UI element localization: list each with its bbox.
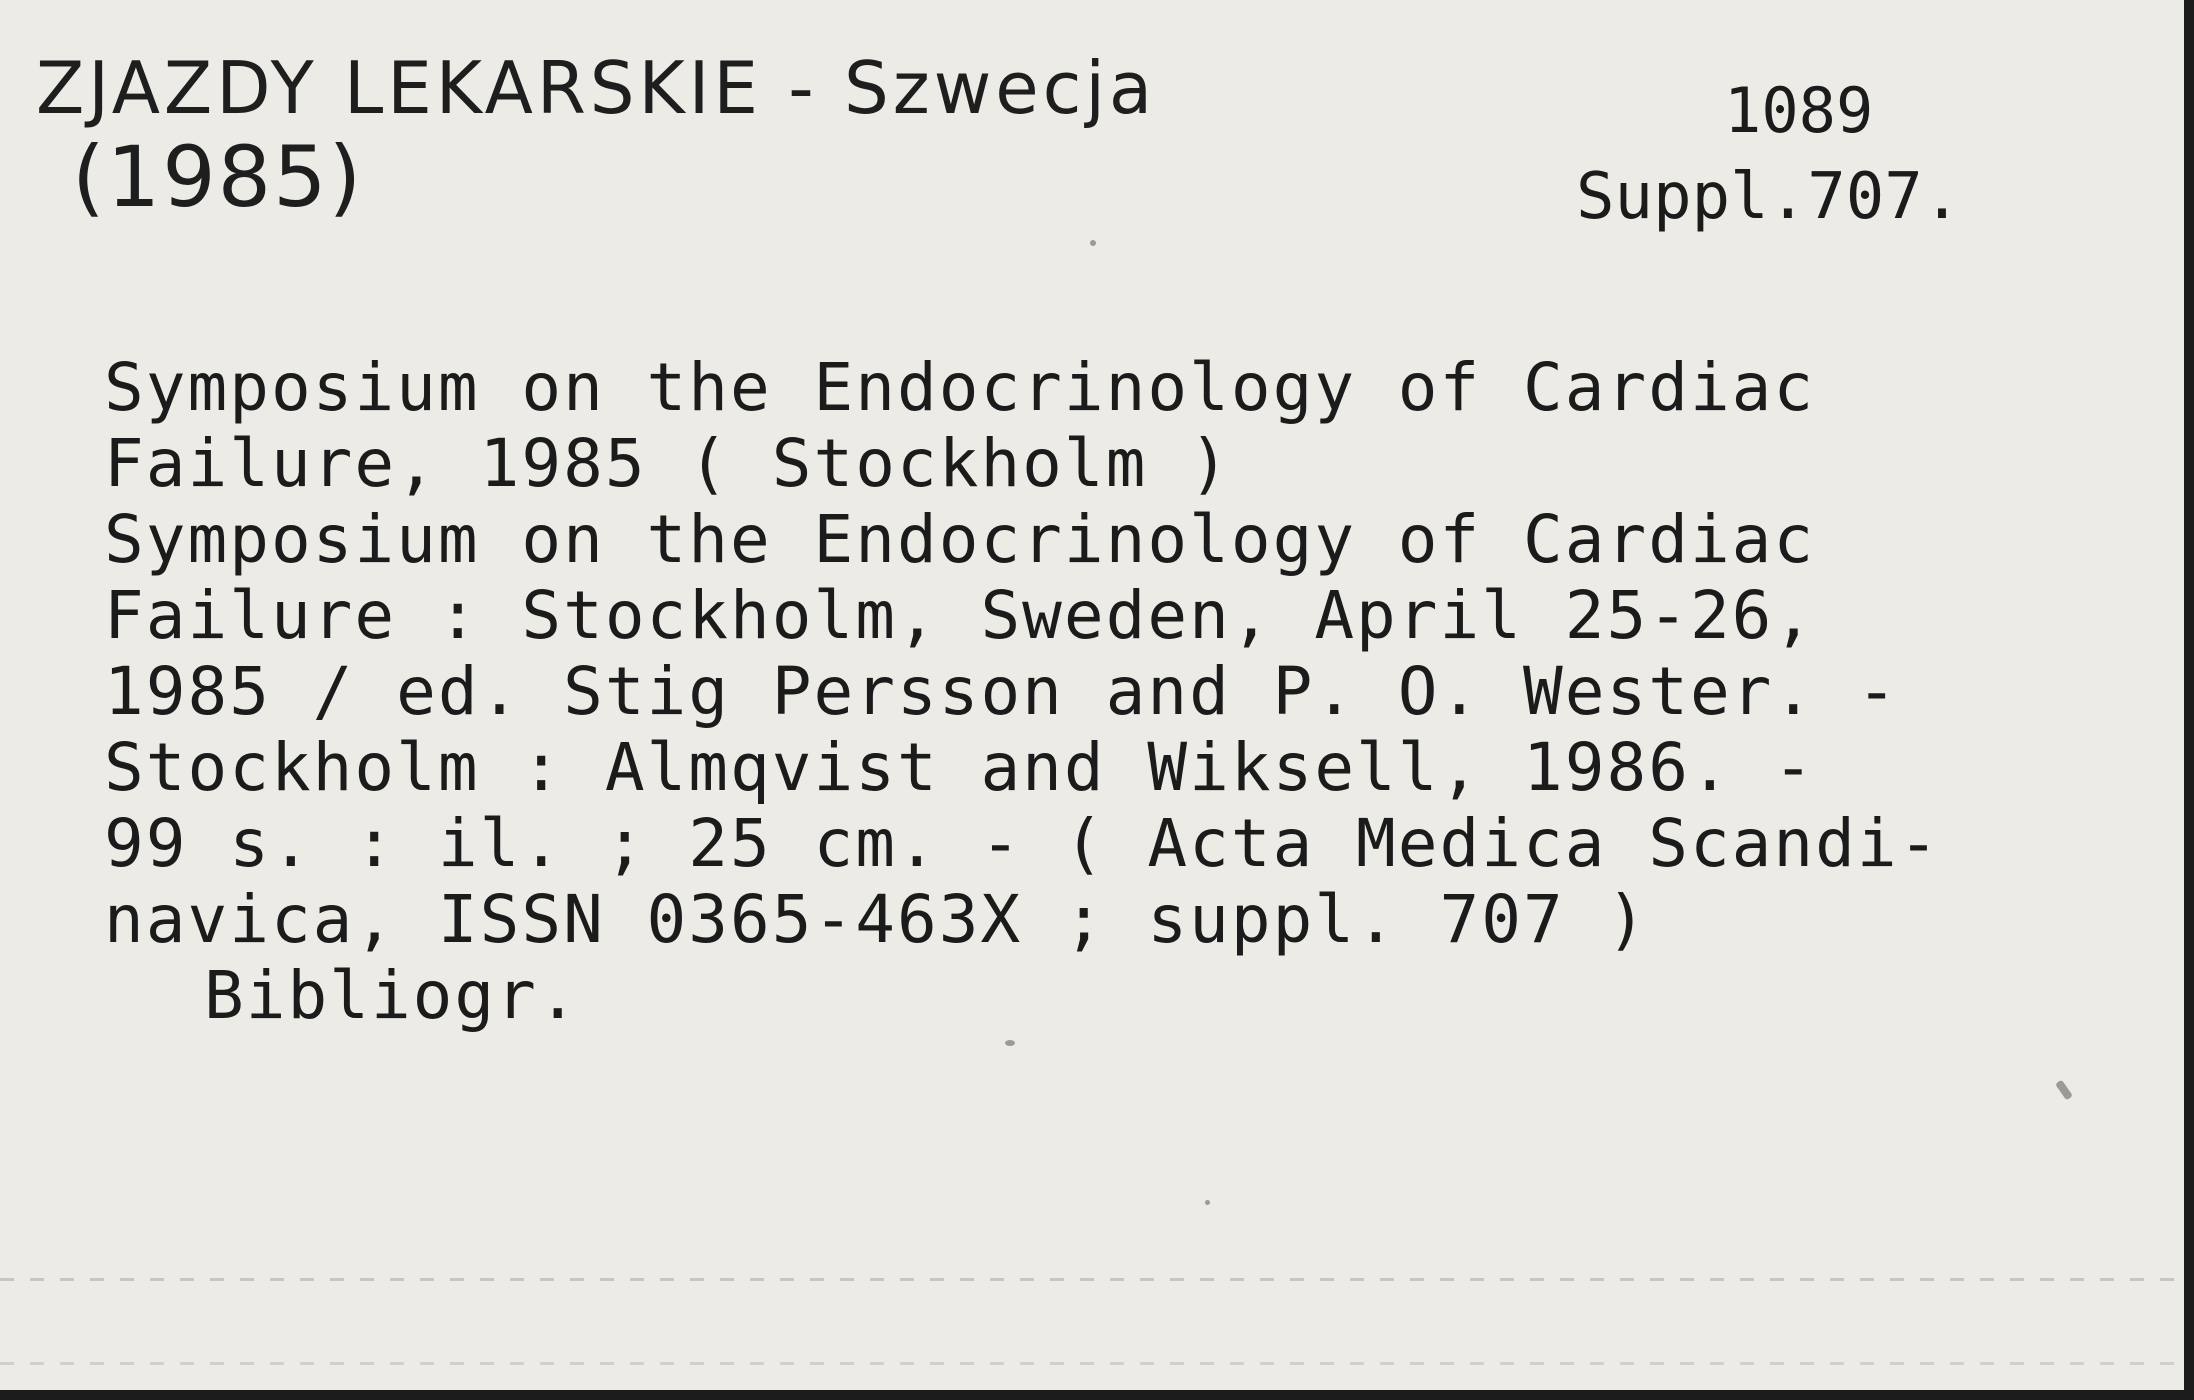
entry-line: 99 s. : il. ; 25 cm. - ( Acta Medica Scandi- xyxy=(104,805,1941,882)
speck xyxy=(1005,1040,1015,1046)
entry-line: Symposium on the Endocrinology of Cardiac xyxy=(104,501,1816,578)
entry-line: Symposium on the Endocrinology of Cardiac xyxy=(104,349,1816,426)
call-number-supplement: Suppl.707. xyxy=(1576,160,1962,234)
entry-line: navica, ISSN 0365-463X ; suppl. 707 ) xyxy=(104,881,1649,958)
speck xyxy=(1205,1200,1210,1205)
speck xyxy=(1090,240,1096,246)
scan-streak xyxy=(0,1362,2194,1365)
bibliography-note: Bibliogr. xyxy=(204,957,580,1034)
speck xyxy=(2055,1080,2073,1101)
entry-line: 1985 / ed. Stig Persson and P. O. Wester. - xyxy=(104,653,1899,730)
call-number-primary: 1089 xyxy=(1724,74,1874,147)
scan-streak xyxy=(0,1278,2194,1281)
catalog-entry xyxy=(104,350,1940,1034)
entry-line: Failure, 1985 ( Stockholm ) xyxy=(104,425,1231,502)
subject-heading: ZJAZDY LEKARSKIE - Szwecja xyxy=(36,46,1157,130)
entry-line: Stockholm : Almqvist and Wiksell, 1986. - xyxy=(104,729,1816,806)
entry-line: Failure : Stockholm, Sweden, April 25-26, xyxy=(104,577,1816,654)
subject-year: (1985) xyxy=(72,128,364,226)
